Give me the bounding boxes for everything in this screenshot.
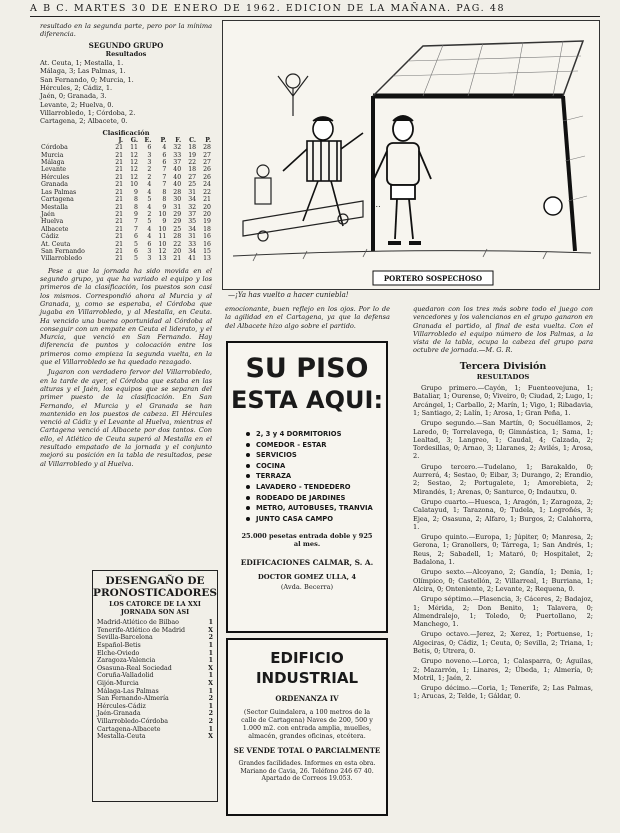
- cartoon-illustration: [222, 20, 600, 290]
- class-cell: 40: [173, 166, 182, 174]
- svg-text:...: ...: [373, 200, 381, 209]
- pools-match: Cartagena-Albacete: [97, 725, 161, 733]
- team-name: Cartagena: [41, 196, 74, 204]
- class-cell: 9: [134, 188, 138, 196]
- team-name: At. Ceuta: [41, 240, 71, 248]
- industrial-advertisement: [226, 638, 388, 816]
- class-cell: 6: [147, 240, 152, 248]
- result-line: Hércules, 2; Cádiz, 1.: [40, 84, 113, 93]
- class-cell: 12: [130, 173, 138, 181]
- pools-row: [97, 642, 213, 650]
- class-cell: 40: [173, 181, 182, 189]
- ad2-sale: SE VENDE TOTAL O PARCIALMENTE: [233, 746, 381, 755]
- pools-sign: 1: [208, 641, 213, 649]
- table-row: [40, 204, 212, 211]
- results-list: [40, 59, 212, 125]
- pools-row: [97, 680, 213, 688]
- team-name: Hércules: [41, 173, 70, 181]
- class-cell: 10: [158, 225, 167, 233]
- ad1-feature-label: COMEDOR - ESTAR: [256, 440, 327, 449]
- pools-match: Sevilla-Barcelona: [97, 634, 153, 642]
- team-name: Córdoba: [41, 144, 68, 152]
- pools-row: [97, 650, 213, 658]
- result-line: At. Ceuta, 1; Mestalla, 1.: [40, 59, 124, 68]
- team-name: San Fernando: [41, 247, 85, 255]
- class-cell: 21: [115, 218, 124, 226]
- ad1-feature-label: JUNTO CASA CAMPO: [256, 514, 334, 523]
- class-cell: 21: [115, 240, 124, 248]
- pools-row: [97, 665, 213, 673]
- class-cell: 37: [188, 210, 197, 218]
- class-cell: 8: [162, 188, 167, 196]
- class-cell: 16: [203, 233, 211, 241]
- team-name: Las Palmas: [41, 188, 77, 196]
- class-cell: 21: [115, 233, 124, 241]
- pools-match: Tenerife-Atlético de Madrid: [97, 626, 186, 634]
- results-title: Resultados: [105, 49, 147, 58]
- class-cell: 29: [173, 210, 182, 218]
- class-cell: 34: [188, 196, 197, 204]
- team-name: Mestalla: [41, 203, 68, 211]
- class-cell: 4: [162, 144, 167, 152]
- group-results: Grupo quinto.—Europa, 1; Júpiter, 0; Manresa, 2; Gerona, 1; Granollers, 0; Tárrega, 1; San Andrés, 1; Reus, 2; Sabadell, 1; Mataró, 0; Hospitalet, 2; Badalona, 1.: [413, 533, 593, 567]
- table-row: [40, 248, 212, 255]
- group-results: Grupo segundo.—San Martín, 0; Socuéllamos, 2; Laredo, 0; Torrelavega, 0; Gimnástica, 1; Sama, 1; Lealtad, 3; Langreo, 1; Caudal, 4; Calzada, 2; Tordesillas, 0; Arnao, 3; Llaranes, 2; Avilés, 1; Arosa, 2.: [413, 419, 593, 461]
- ad1-feature-item: [246, 450, 386, 461]
- pools-match: Coruña-Valladolid: [97, 672, 154, 680]
- class-cell: 8: [134, 203, 138, 211]
- table-row: [40, 152, 212, 159]
- class-cell: 5: [134, 240, 138, 248]
- class-cell: 41: [188, 255, 197, 263]
- result-line: San Fernando, 0; Murcia, 1.: [40, 75, 134, 84]
- group-results: Grupo cuarto.—Huesca, 1; Aragón, 1; Zaragoza, 2; Calatayud, 1; Tarazona, 0; Tudela, 1; Logroñés, 3; Ejea, 2; Osasuna, 2; Alfaro, 1; Burgos, 2; Calahorra, 1.: [413, 497, 593, 531]
- left-article: [40, 267, 212, 468]
- table-row: [40, 196, 212, 203]
- ad1-price: 25.000 pesetas entrada doble y 925 al mes.: [241, 532, 373, 549]
- class-cell: 10: [158, 240, 167, 248]
- class-cell: 3: [147, 255, 152, 263]
- classification-title: Clasificación: [102, 128, 150, 137]
- class-cell: 13: [203, 255, 211, 263]
- class-cell: 21: [115, 181, 124, 189]
- class-cell: 2: [147, 210, 152, 218]
- class-cell: 27: [188, 173, 197, 181]
- class-cell: 21: [115, 255, 124, 263]
- pools-sign: 2: [208, 717, 213, 725]
- pools-sign: 1: [208, 619, 213, 627]
- pools-sign: 1: [208, 672, 213, 680]
- bullet-icon: [246, 517, 250, 521]
- ad1-title-2: ESTA AQUI:: [230, 386, 384, 414]
- group-results: Grupo séptimo.—Plasencia, 3; Cáceres, 2; Badajoz, 1; Mérida, 2; Don Benito, 1; Talavera, 0; Almendralejo, 1; Toledo, 0; Puertollano, 2; Manchego, 1.: [413, 595, 593, 629]
- class-cell: 22: [203, 188, 211, 196]
- pools-row: [97, 672, 213, 680]
- class-cell: 11: [158, 233, 167, 241]
- third-division-groups: [413, 384, 593, 701]
- class-cell: 21: [115, 151, 124, 159]
- ad1-feature-label: TERRAZA: [256, 472, 292, 481]
- table-row: [40, 241, 212, 248]
- class-cell: 40: [173, 173, 182, 181]
- class-cell: 7: [162, 173, 167, 181]
- class-cell: 19: [188, 151, 197, 159]
- pools-match: Zaragoza-Valencia: [97, 657, 156, 665]
- class-cell: 28: [203, 144, 211, 152]
- class-cell: 10: [158, 210, 167, 218]
- group-results: Grupo décimo.—Coria, 1; Tenerife, 2; Las Palmas, 1; Arucas, 2; Telde, 1; Gáldar, 0.: [413, 684, 593, 701]
- ad1-feature-label: METRO, AUTOBUSES, TRANVIA: [256, 504, 373, 513]
- ad2-contact: Grandes facilidades. Informes en esta obra. Mariano de Cavia, 26. Teléfono 246 67 40. Apartado de Correos 19.053.: [238, 760, 376, 783]
- class-cell: 6: [162, 151, 167, 159]
- class-cell: 10: [130, 181, 138, 189]
- pools-row: [97, 726, 213, 734]
- ad1-feature-label: COCINA: [256, 461, 286, 470]
- table-row: [40, 166, 212, 173]
- cartoon-drawing: [223, 21, 599, 289]
- group-results: Grupo noveno.—Lorca, 1; Calasparra, 0; Águilas, 2; Mazarrón, 1; Linares, 2; Úbeda, 1; Almería, 0; Motril, 1; Jaén, 2.: [413, 657, 593, 682]
- pools-match: Gijón-Murcia: [97, 679, 139, 687]
- ad1-feature-label: LAVADERO - TENDEDERO: [256, 482, 351, 491]
- class-cell: 26: [203, 166, 211, 174]
- article-paragraph: Pese a que la jornada ha sido movida en el segundo grupo, ya que ha variado el equipo y los primeros de la clasificación, los puestos son casi los mismos. Correspondió ahora al Murcia y al Granada, y, como se esperaba, el Córdoba que jugaba en Villarrobledo, y al Mestalla, en Ceuta. Ha vencido una buena oportunidad al Córdoba al conseguir con un empate en Ceuta el liderato, y el Murcia, que venció en San Fernando. Hay diferencia de puntos y colocación entre los primeros como empieza la segunda vuelta, en la que el Villarrobledo se ha quedado rezagado.: [40, 266, 212, 367]
- ad1-feature-label: 2, 3 y 4 DORMITORIOS: [256, 430, 342, 438]
- ad1-feature-item: [246, 493, 386, 504]
- class-cell: 31: [188, 188, 197, 196]
- class-cell: 6: [147, 144, 152, 152]
- class-cell: 31: [173, 203, 182, 211]
- ad2-body: (Sector Guindalera, a 100 metros de la calle de Cartagena) Naves de 200, 500 y 1.000 m2. con entrada amplia, muelles, almacén, grandes oficinas, etcétera.: [241, 708, 373, 740]
- team-name: Huelva: [41, 218, 64, 226]
- group-results: Grupo tercero.—Tudelano, 1; Barakaldo, 0; Aurrerá, 4; Sestao, 0; Eibar, 3; Durango, 2; Erandio, 2; Sestao, 2; Portugalete, 1; Amorebieta, 2; Mirandés, 1; Arenas, 0; Santurce, 0; Indautxu, 0.: [413, 462, 593, 496]
- class-cell: 29: [173, 218, 182, 226]
- desengano-title: DESENGAÑO DE PRONOSTICADORES: [93, 575, 217, 599]
- ad2-ordinance: ORDENANZA IV: [275, 694, 339, 703]
- class-cell: 21: [115, 159, 124, 167]
- group-results: Grupo sexto.—Alcoyano, 2; Gandía, 1; Denia, 1; Olímpico, 0; Castellón, 2; Villarreal, 1; Burriana, 1; Alcira, 0; Onteniente, 2; Levante, 2; Requena, 0.: [413, 568, 593, 593]
- class-cell: 18: [203, 225, 211, 233]
- pools-row: [97, 627, 213, 635]
- housing-advertisement: [226, 341, 388, 633]
- class-cell: 21: [115, 203, 124, 211]
- class-cell: 5: [147, 218, 152, 226]
- table-row: [40, 144, 212, 151]
- team-name: Albacete: [41, 225, 69, 233]
- pools-match: Málaga-Las Palmas: [97, 687, 159, 695]
- group-title: SEGUNDO GRUPO: [88, 40, 164, 50]
- class-cell: 30: [173, 196, 182, 204]
- class-cell: 35: [188, 218, 197, 226]
- class-cell: 6: [134, 247, 138, 255]
- pools-sign: 1: [208, 657, 213, 665]
- class-cell: 27: [203, 159, 211, 167]
- class-cell: 19: [203, 218, 211, 226]
- table-row: [40, 189, 212, 196]
- class-cell: 33: [173, 151, 182, 159]
- table-row: [40, 174, 212, 181]
- ad1-feature-item: [246, 461, 386, 472]
- third-division-results-title: RESULTADOS: [476, 372, 530, 381]
- desengano-box: [92, 570, 218, 802]
- class-cell: 20: [203, 203, 211, 211]
- class-cell: 21: [115, 210, 124, 218]
- class-cell: 6: [134, 233, 138, 241]
- class-cell: 3: [147, 247, 152, 255]
- class-cell: 28: [173, 233, 182, 241]
- class-cell: 32: [188, 203, 197, 211]
- table-row: [40, 233, 212, 240]
- class-cell: 33: [188, 240, 197, 248]
- pools-sign: 2: [208, 710, 213, 718]
- left-intro: resultado en la segunda parte, pero por la mínima diferencia.: [40, 22, 212, 39]
- team-name: Granada: [41, 181, 68, 189]
- class-cell: 34: [188, 247, 197, 255]
- class-header: C.: [189, 136, 197, 144]
- pools-row: [97, 657, 213, 665]
- pools-match: Elche-Oviedo: [97, 649, 140, 657]
- pools-sign: X: [208, 664, 213, 672]
- class-cell: 32: [173, 144, 182, 152]
- pools-sign: X: [208, 679, 213, 687]
- result-line: Levante, 2; Huelva, 0.: [40, 100, 114, 109]
- class-cell: 7: [162, 181, 167, 189]
- pools-row: [97, 733, 213, 741]
- team-name: Levante: [41, 166, 67, 174]
- class-cell: 12: [130, 151, 138, 159]
- class-cell: 8: [162, 196, 167, 204]
- class-cell: 24: [203, 181, 211, 189]
- ad1-title-1: SU PISO: [245, 353, 369, 384]
- classification-table: [40, 137, 212, 263]
- class-cell: 20: [203, 210, 211, 218]
- pools-results: [93, 619, 217, 741]
- bullet-icon: [246, 496, 250, 500]
- pools-sign: 1: [208, 649, 213, 657]
- class-cell: 7: [162, 166, 167, 174]
- team-name: Málaga: [41, 159, 65, 167]
- result-line: Villarrobledo, 1; Córdoba, 2.: [40, 108, 136, 117]
- class-cell: 37: [173, 159, 182, 167]
- class-cell: 4: [147, 225, 152, 233]
- class-cell: 21: [115, 188, 124, 196]
- class-header: E.: [144, 136, 152, 144]
- article-paragraph: Jugaron con verdadero fervor del Villarrobledo, en la tarde de ayer, el Córdoba que estaba en las alturas y el Jaén, los equipos que se separan del primer puesto de la clasificación. En San Fernando, el Murcia y el Granada se han mantenido en los puestos de cabeza. El Hércules venció al Cádiz y el Levante al Huelva, mientras el Cartagena venció al Albacete por dos tantos. Con ello, el Atlético de Ceuta superó al Mestalla en el resultado empatado de la jornada y el conjunto mejoró su posición en la tabla de resultados, pese al Villarrobledo y al Huelva.: [40, 368, 212, 468]
- class-cell: 8: [134, 196, 138, 204]
- class-cell: 12: [130, 159, 138, 167]
- middle-paragraph: emocionante, buen reflejo en los ojos. Por lo de la agilidad en el Cartagena, ya que la defensa del Albacete hizo algo sobre el partido.: [225, 305, 390, 330]
- class-cell: 3: [147, 151, 152, 159]
- class-cell: 22: [188, 159, 197, 167]
- third-division-title: Tercera División: [459, 360, 547, 372]
- pools-sign: 1: [208, 725, 213, 733]
- ad1-feature-item: [246, 503, 386, 514]
- pools-row: [97, 619, 213, 627]
- class-cell: 18: [188, 144, 197, 152]
- cartoon-sign: PORTERO SOSPECHOSO: [383, 274, 483, 283]
- class-header: G.: [130, 136, 138, 144]
- class-cell: 7: [134, 225, 138, 233]
- class-header: J.: [118, 136, 124, 144]
- class-header: F.: [175, 136, 182, 144]
- pools-match: Hércules-Cádiz: [97, 702, 146, 710]
- class-cell: 22: [173, 240, 182, 248]
- table-row: [40, 226, 212, 233]
- pools-match: Mestalla-Ceuta: [97, 733, 146, 741]
- ad1-address: DOCTOR GOMEZ ULLA, 4: [257, 573, 357, 582]
- bullet-icon: [246, 474, 250, 478]
- table-row: [40, 211, 212, 218]
- result-line: Jaén, 0; Granada, 3.: [40, 92, 107, 101]
- bullet-icon: [246, 443, 250, 447]
- team-name: Villarrobledo: [41, 255, 82, 263]
- cartoon-caption: —¡Ya has vuelto a hacer cuniebla!: [228, 291, 349, 299]
- pools-row: [97, 718, 213, 726]
- pools-row: [97, 710, 213, 718]
- pools-sign: X: [208, 626, 213, 634]
- team-name: Cádiz: [41, 233, 59, 241]
- class-cell: 4: [147, 233, 152, 241]
- class-cell: 21: [115, 166, 124, 174]
- class-cell: 21: [115, 144, 124, 152]
- class-cell: 12: [158, 247, 167, 255]
- table-row: [40, 159, 212, 166]
- result-line: Málaga, 3; Las Palmas, 1.: [40, 67, 126, 76]
- class-cell: 20: [173, 247, 182, 255]
- class-cell: 21: [115, 225, 124, 233]
- team-name: Murcia: [41, 151, 64, 159]
- class-cell: 21: [115, 196, 124, 204]
- class-cell: 2: [147, 166, 152, 174]
- middle-text: [225, 305, 390, 332]
- class-cell: 18: [188, 166, 197, 174]
- bullet-icon: [246, 453, 250, 457]
- class-cell: 9: [134, 210, 138, 218]
- class-cell: 4: [147, 188, 152, 196]
- pools-sign: X: [208, 733, 213, 741]
- bullet-icon: [246, 464, 250, 468]
- class-cell: 27: [203, 151, 211, 159]
- class-cell: 26: [203, 173, 211, 181]
- class-cell: 3: [147, 159, 152, 167]
- pools-row: [97, 634, 213, 642]
- ad1-features: [246, 429, 386, 524]
- class-cell: 2: [147, 173, 152, 181]
- ad1-feature-label: RODEADO DE JARDINES: [256, 493, 346, 502]
- class-cell: 28: [173, 188, 182, 196]
- pools-sign: 1: [208, 702, 213, 710]
- class-cell: 34: [188, 225, 197, 233]
- team-name: Jaén: [41, 210, 55, 218]
- pools-sign: 2: [208, 695, 213, 703]
- class-cell: 25: [173, 225, 182, 233]
- class-cell: 6: [162, 159, 167, 167]
- class-header: [40, 137, 109, 144]
- group-results: Grupo primero.—Cayón, 1; Fuenteovejuna, 1; Bataliar, 1; Ourense, 0; Viveiro, 0; Ciudad, 2; Lugo, 1; Arcángel, 1; Carballo, 2; Marín, 1; Vigo, 1; Ribadavia, 1; Santiago, 2; Lalín, 1; Arosa, 1; Gran Peña, 1.: [413, 384, 593, 417]
- bullet-icon: [246, 485, 250, 489]
- result-line: Cartagena, 2; Albacete, 0.: [40, 117, 128, 126]
- right-intro: quedaron con los tres más sobre todo el juego con vencedores y los valencianos en el grupo ganaron en Granada el partido, al final de esta vuelta. Con el Villarrobledo el equipo número de los Palmas, a la vista de la tabla, ocupa la cabeza del grupo para octubre de jornada.—M. G. R.: [413, 305, 593, 355]
- left-column: [40, 22, 212, 470]
- table-row: [40, 255, 212, 262]
- table-row: [40, 181, 212, 188]
- right-column: [413, 305, 593, 703]
- pools-match: Villarrobledo-Córdoba: [97, 717, 168, 725]
- class-header: P.: [160, 136, 167, 144]
- class-cell: 21: [203, 196, 211, 204]
- running-head: A B C. MARTES 30 DE ENERO DE 1962. EDICION DE LA MAÑANA. PAG. 48: [30, 3, 506, 14]
- class-cell: 21: [115, 173, 124, 181]
- class-cell: 5: [147, 196, 152, 204]
- class-cell: 31: [188, 233, 197, 241]
- pools-match: Osasuna-Real Sociedad: [97, 664, 172, 672]
- ad1-feature-item: [246, 514, 386, 525]
- class-cell: 5: [134, 255, 138, 263]
- ad1-feature-item: [246, 440, 386, 451]
- pools-match: Madrid-Atlético de Bilbao: [97, 619, 179, 627]
- bullet-icon: [246, 432, 250, 436]
- class-cell: 25: [188, 181, 197, 189]
- class-cell: 7: [134, 218, 138, 226]
- class-cell: 21: [173, 255, 182, 263]
- class-cell: 21: [115, 247, 124, 255]
- ad1-area: (Avda. Becerra): [280, 583, 334, 592]
- ad1-feature-label: SERVICIOS: [256, 451, 297, 460]
- class-cell: 13: [158, 255, 167, 263]
- table-row: [40, 218, 212, 225]
- pools-sign: 2: [208, 634, 213, 642]
- header-rule: [30, 16, 600, 17]
- pools-match: Jaén-Granada: [97, 710, 141, 718]
- group-results: Grupo octavo.—Jerez, 2; Xerez, 1; Portuense, 1; Algeciras, 0; Cádiz, 1; Ceuta, 0; Sevilla, 2; Triana, 1; Betis, 0; Utrera, 0.: [413, 630, 593, 655]
- ad1-feature-item: [246, 429, 386, 440]
- class-cell: 16: [203, 240, 211, 248]
- class-cell: 4: [147, 181, 152, 189]
- pools-match: San Fernando-Almería: [97, 695, 169, 703]
- ad1-company: EDIFICACIONES CALMAR, S. A.: [240, 558, 374, 568]
- class-cell: 15: [203, 247, 211, 255]
- class-header: P.: [205, 136, 211, 144]
- ad1-feature-item: [246, 482, 386, 493]
- desengano-subtitle: LOS CATORCE DE LA XXI JORNADA SON ASI: [109, 600, 201, 616]
- class-cell: 9: [162, 218, 167, 226]
- ad2-title: EDIFICIO INDUSTRIAL: [255, 649, 359, 687]
- class-cell: 9: [162, 203, 167, 211]
- ad1-feature-item: [246, 471, 386, 482]
- pools-sign: 1: [208, 687, 213, 695]
- pools-row: [97, 695, 213, 703]
- bullet-icon: [246, 506, 250, 510]
- class-cell: 12: [130, 166, 138, 174]
- class-cell: 4: [147, 203, 152, 211]
- class-cell: 11: [130, 144, 138, 152]
- pools-match: Español-Betis: [97, 641, 141, 649]
- pools-row: [97, 703, 213, 711]
- pools-row: [97, 688, 213, 696]
